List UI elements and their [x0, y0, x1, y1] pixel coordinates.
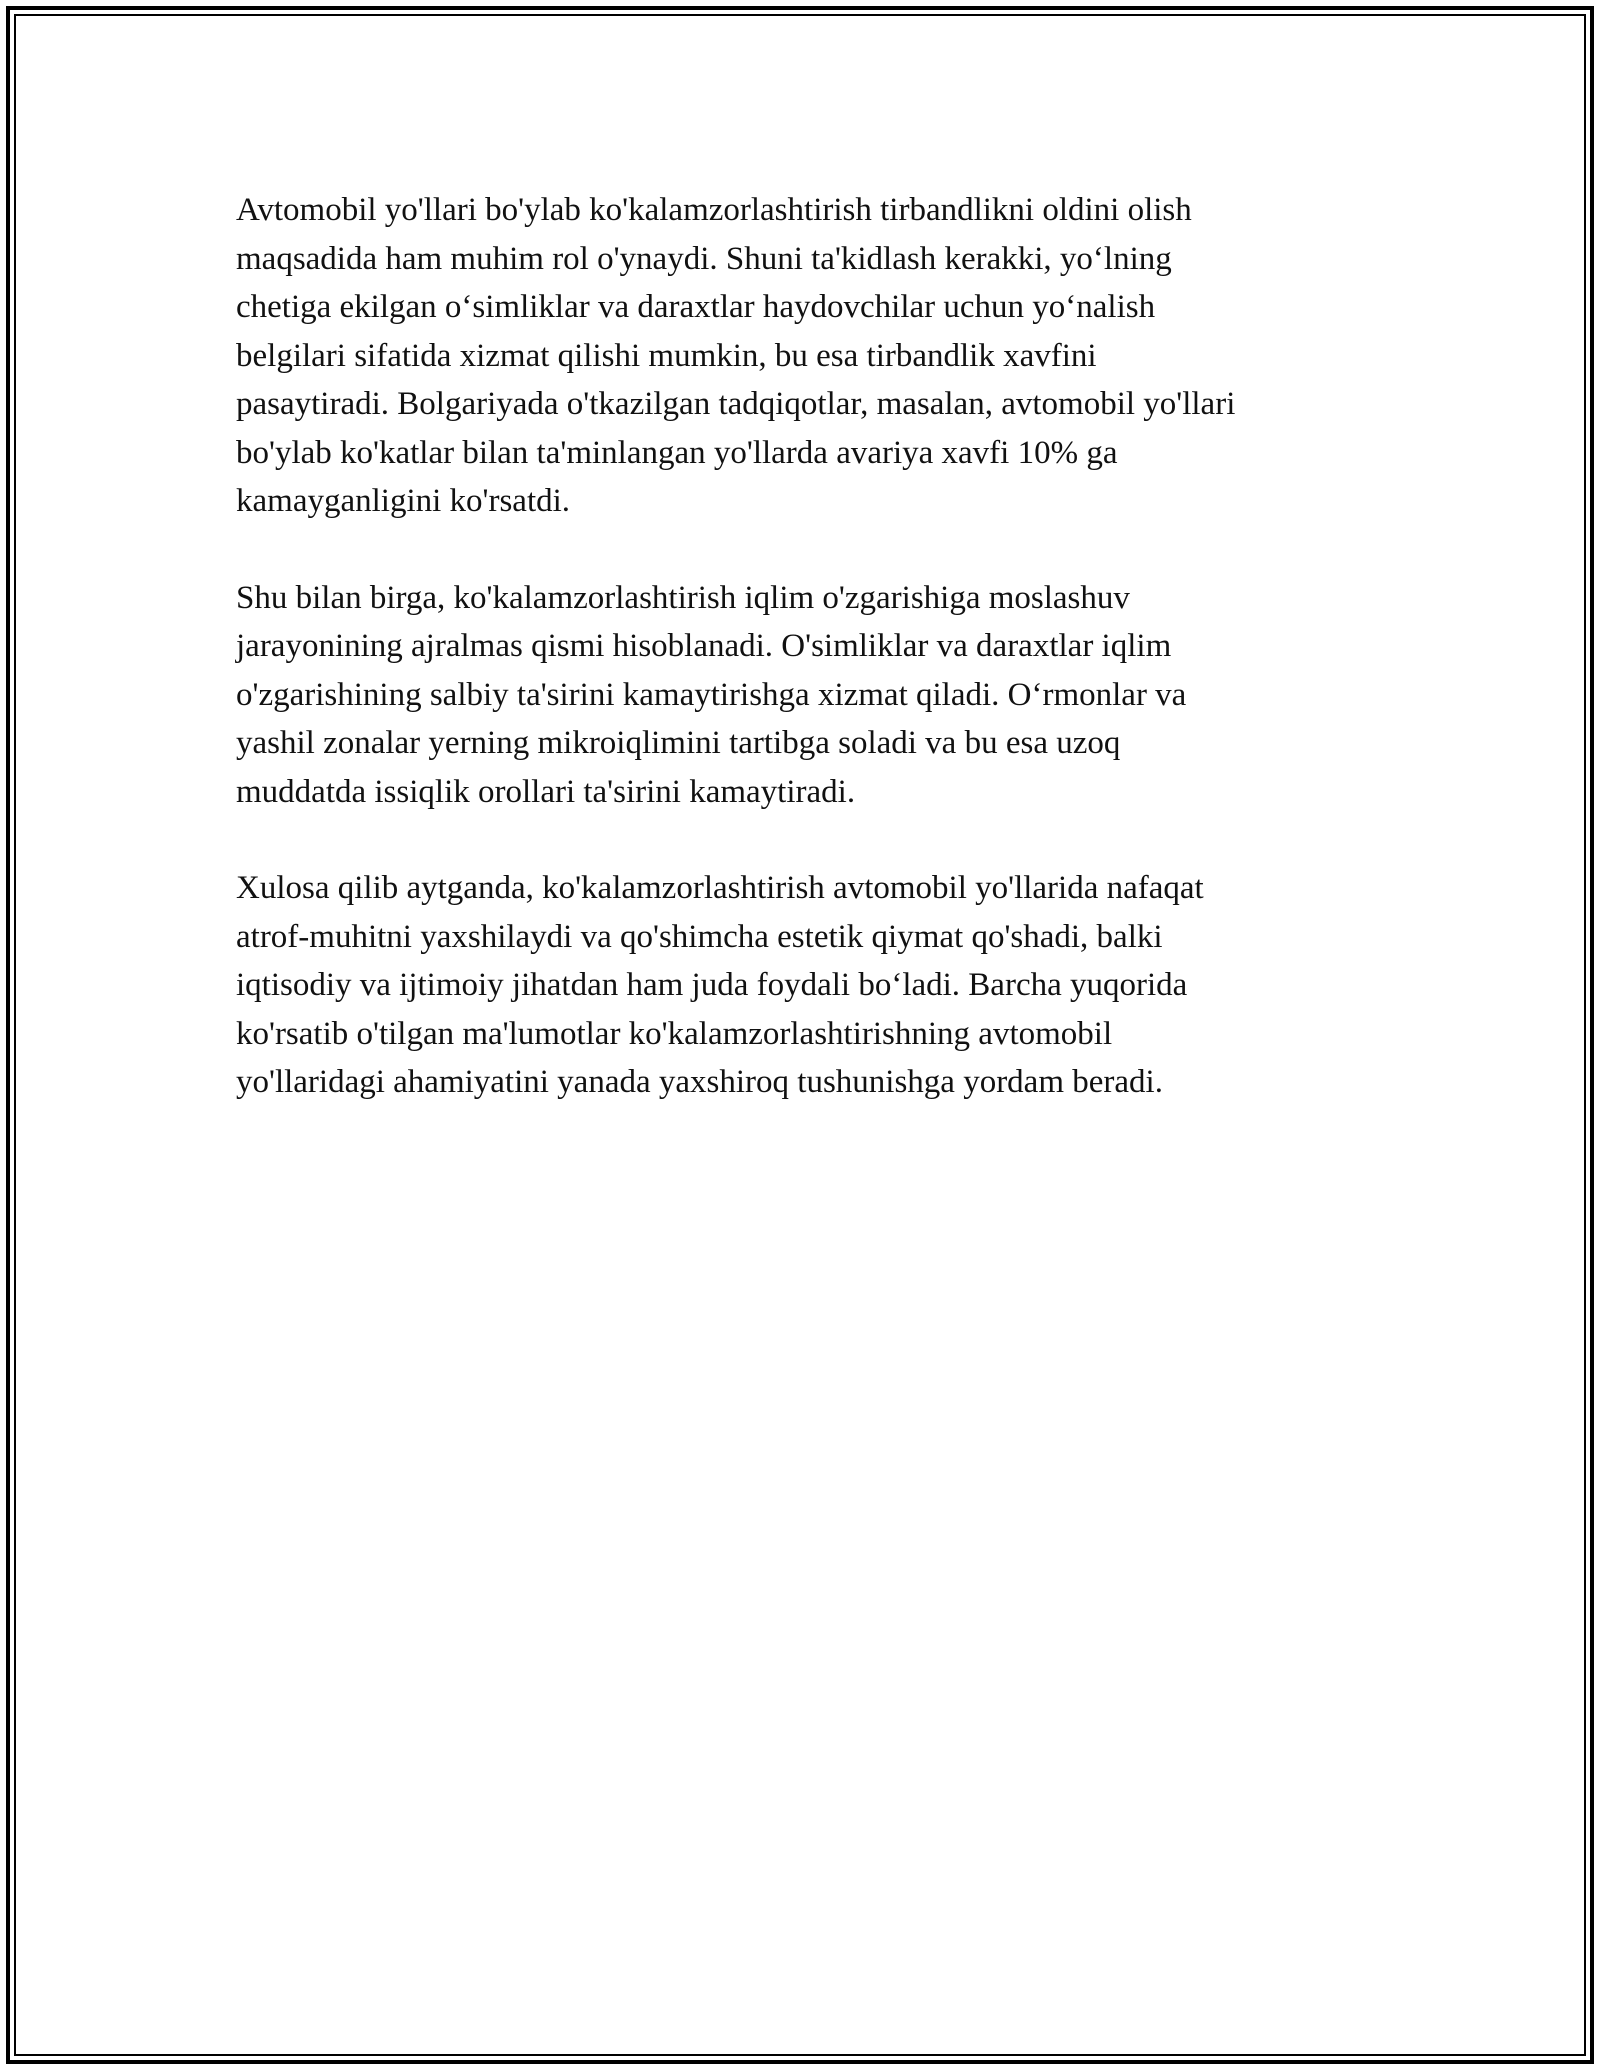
text-line: o'zgarishining salbiy ta'sirini kamaytirishga xizmat qiladi. O‘rmonlar va: [236, 676, 1187, 713]
text-line: kamayganligini ko'rsatdi.: [236, 483, 571, 519]
text-line: chetiga ekilgan o‘simliklar va daraxtlar haydovchilar uchun yo‘nalish: [236, 289, 1156, 325]
paragraph-1: [236, 186, 1366, 526]
text-line: bo'ylab ko'katlar bilan ta'minlangan yo'llarda avariya xavfi 10% ga: [236, 434, 1118, 471]
text-line: maqsadida ham muhim rol o'ynaydi. Shuni ta'kidlash kerakki, yo‘lning: [236, 240, 1172, 277]
text-line: ko'rsatib o'tilgan ma'lumotlar ko'kalamzorlashtirishning avtomobil: [236, 1015, 1113, 1052]
text-line: Avtomobil yo'llari bo'ylab ko'kalamzorlashtirish tirbandlikni oldini olish: [236, 192, 1192, 228]
paragraph-3: [236, 864, 1366, 1107]
document-body: [236, 186, 1366, 1155]
text-line: belgilari sifatida xizmat qilishi mumkin, bu esa tirbandlik xavfini: [236, 337, 1097, 374]
text-line: pasaytiradi. Bolgariyada o'tkazilgan tadqiqotlar, masalan, avtomobil yo'llari: [236, 386, 1236, 422]
text-line: yashil zonalar yerning mikroiqlimini tartibga soladi va bu esa uzoq: [236, 725, 1121, 761]
paragraph-2: [236, 574, 1366, 817]
text-line: Xulosa qilib aytganda, ko'kalamzorlashtirish avtomobil yo'llarida nafaqat: [236, 870, 1204, 906]
text-line: yo'llaridagi ahamiyatini yanada yaxshiroq tushunishga yordam beradi.: [236, 1064, 1163, 1100]
text-line: jarayonining ajralmas qismi hisoblanadi. O'simliklar va daraxtlar iqlim: [236, 628, 1172, 664]
text-line: iqtisodiy va ijtimoiy jihatdan ham juda foydali bo‘ladi. Barcha yuqorida: [236, 967, 1188, 1003]
text-line: muddatda issiqlik orollari ta'sirini kamaytiradi.: [236, 773, 856, 810]
text-line: Shu bilan birga, ko'kalamzorlashtirish iqlim o'zgarishiga moslashuv: [236, 579, 1130, 616]
text-line: atrof-muhitni yaxshilaydi va qo'shimcha estetik qiymat qo'shadi, balki: [236, 918, 1163, 955]
